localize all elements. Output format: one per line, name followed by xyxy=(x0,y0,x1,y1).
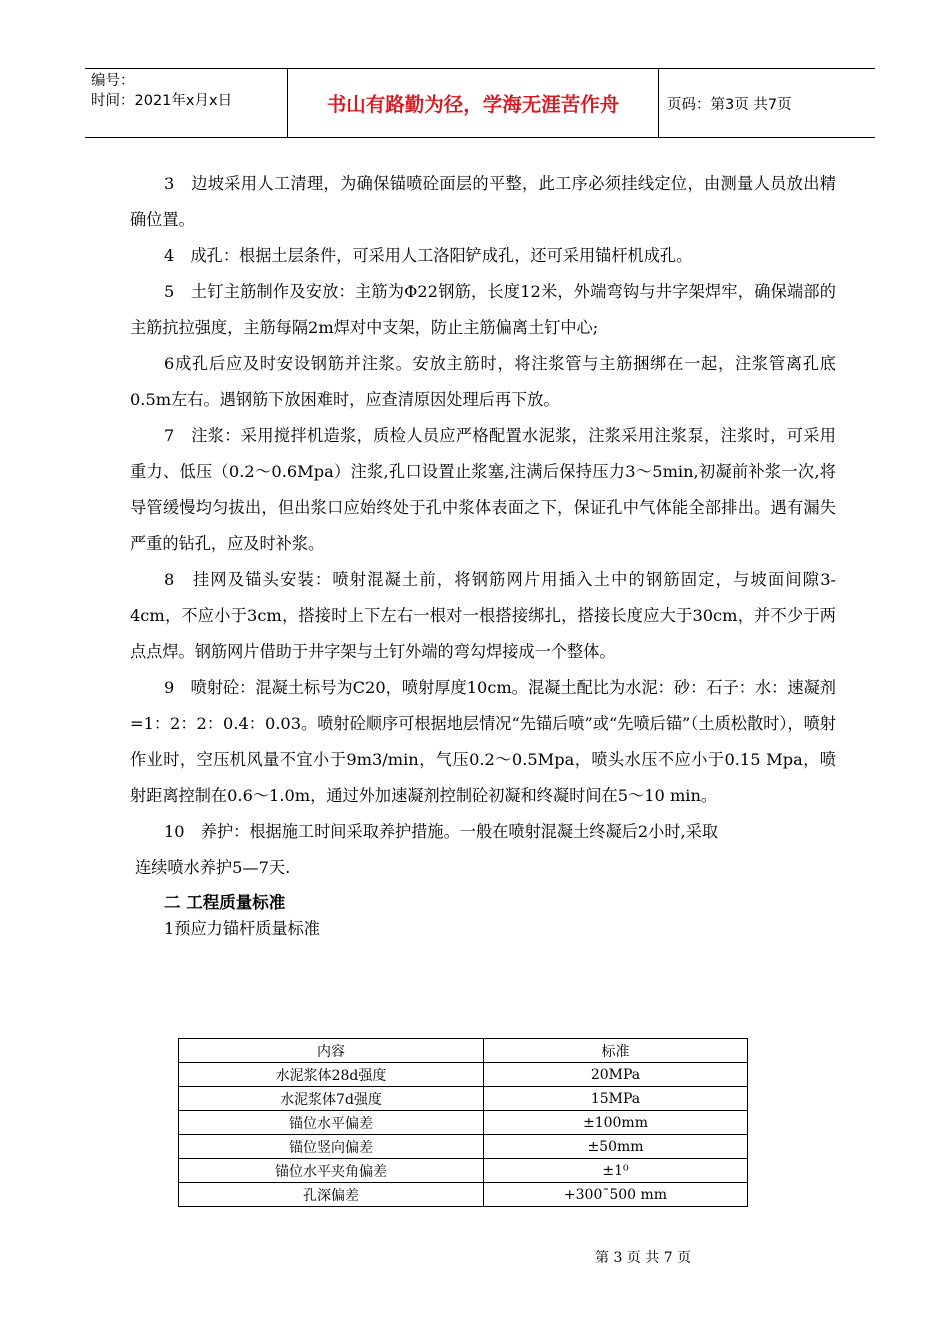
section-subtitle: 1预应力锚杆质量标准 xyxy=(164,919,320,938)
table-row xyxy=(179,1159,748,1183)
document-body xyxy=(130,166,836,942)
table-cell: ±100mm xyxy=(484,1111,748,1135)
table-header-content: 内容 xyxy=(179,1039,484,1063)
document-number-label: 编号： xyxy=(91,73,135,89)
paragraph-7: 7 注浆：采用搅拌机造浆，质检人员应严格配置水泥浆，注浆采用注浆泵，注浆时，可采用重力、低压（0.2～0.6Mpa）注浆,孔口设置止浆塞,注满后保持压力3～5min,初凝前补浆一次,将导管缓慢均匀拔出，但出浆口应始终处于孔中浆体表面之下，保证孔中气体能全部排出。遇有漏失严重的钻孔，应及时补浆。 xyxy=(130,426,836,553)
paragraph-5: 5 土钉主筋制作及安放：主筋为Φ22钢筋，长度12米，外端弯钩与井字架焊牢，确保端部的主筋抗拉强度，主筋每隔2m焊对中支架，防止主筋偏离土钉中心; xyxy=(130,282,836,337)
table-cell: 20MPa xyxy=(484,1063,748,1087)
table-cell: ±1⁰ xyxy=(484,1159,748,1183)
table-row xyxy=(179,1135,748,1159)
table-row xyxy=(179,1111,748,1135)
paragraph-8: 8 挂网及锚头安装：喷射混凝土前，将钢筋网片用插入土中的钢筋固定，与坡面间隙3-4cm，不应小于3cm，搭接时上下左右一根对一根搭接绑扎，搭接长度应大于30cm，并不少于两点点焊。钢筋网片借助于井字架与土钉外端的弯勾焊接成一个整体。 xyxy=(130,570,836,661)
table-cell: 水泥浆体28d强度 xyxy=(179,1063,484,1087)
table-header-standard: 标准 xyxy=(484,1039,748,1063)
table-cell: 15MPa xyxy=(484,1087,748,1111)
table-cell: 水泥浆体7d强度 xyxy=(179,1087,484,1111)
table-cell: +300¯500 mm xyxy=(484,1183,748,1207)
paragraph-6: 6成孔后应及时安设钢筋并注浆。安放主筋时，将注浆管与主筋捆绑在一起，注浆管离孔底0.5m左右。遇钢筋下放困难时，应查清原因处理后再下放。 xyxy=(130,354,836,409)
paragraph-4: 4 成孔：根据土层条件，可采用人工洛阳铲成孔，还可采用锚杆机成孔。 xyxy=(164,246,693,265)
table-cell: 孔深偏差 xyxy=(179,1183,484,1207)
paragraph-9: 9 喷射砼：混凝土标号为C20，喷射厚度10cm。混凝土配比为水泥：砂：石子：水：速凝剂=1：2：2：0.4：0.03。喷射砼顺序可根据地层情况“先锚后喷”或“先喷后锚”（土质松散时），喷射作业时，空压机风量不宜小于9m3/min，气压0.2～0.5Mpa，喷头水压不应小于0.15 Mpa，喷射距离控制在0.6～1.0m，通过外加速凝剂控制砼初凝和终凝时间在5～10 min。 xyxy=(130,678,836,805)
table-cell: ±50mm xyxy=(484,1135,748,1159)
table-row xyxy=(179,1087,748,1111)
page-footer: 第 3 页 共 7 页 xyxy=(595,1250,692,1266)
paragraph-10-continued: 连续喷水养护5—7天. xyxy=(135,858,291,877)
header-motto: 书山有路勤为径，学海无涯苦作舟 xyxy=(287,69,659,137)
paragraph-10: 10 养护：根据施工时间采取养护措施。一般在喷射混凝土终凝后2小时,采取 xyxy=(164,822,719,841)
table-cell: 锚位水平偏差 xyxy=(179,1111,484,1135)
paragraph-3: 3 边坡采用人工清理，为确保锚喷砼面层的平整，此工序必须挂线定位，由测量人员放出精确位置。 xyxy=(130,174,836,229)
header-page-label: 页码：第3页 共7页 xyxy=(667,96,792,113)
table-cell: 锚位竖向偏差 xyxy=(179,1135,484,1159)
table-header-row xyxy=(179,1039,748,1063)
table-row xyxy=(179,1063,748,1087)
page-header xyxy=(85,68,875,138)
header-meta xyxy=(85,69,287,137)
table-row xyxy=(179,1183,748,1207)
section-title: 二 工程质量标准 xyxy=(164,893,286,912)
quality-standard-table xyxy=(178,1038,748,1207)
document-date-label: 时间：2021年x月x日 xyxy=(91,93,233,109)
table-cell: 锚位水平夹角偏差 xyxy=(179,1159,484,1183)
